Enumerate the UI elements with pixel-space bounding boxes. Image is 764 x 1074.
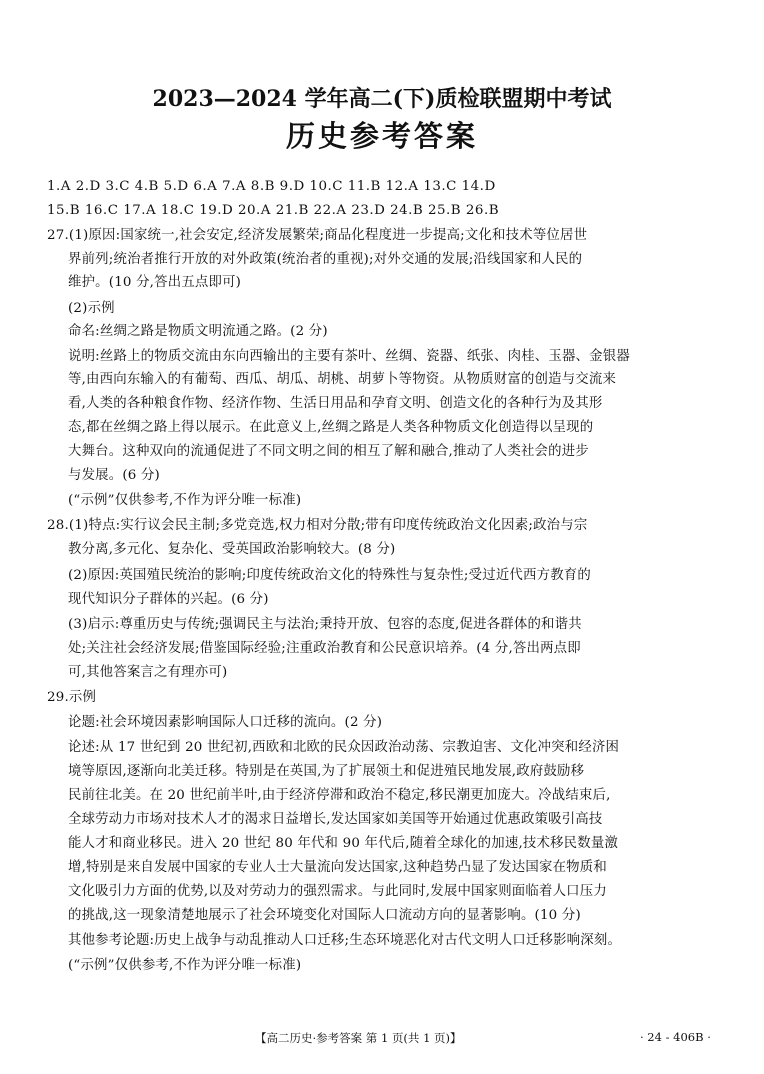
q27-line-9: 态,都在丝绸之路上得以展示。在此意义上,丝绸之路是人类各种物质文化创造得以呈现的: [68, 420, 594, 435]
page-footer-center: 【高二历史·参考答案 第 1 页(共 1 页)】: [255, 1031, 462, 1045]
q29-line-2: 论题:社会环境因素影响国际人口迁移的流向。(2 分): [68, 715, 383, 730]
q27-line-8: 看,人类的各种粮食作物、经济作物、生活日用品和孕育文明、创造文化的各种行为及其形: [68, 396, 603, 411]
q29-line-9: 文化吸引力方面的优势,以及对劳动力的强烈需求。与此同时,发展中国家则面临着人口压力: [68, 884, 607, 899]
q27-line-5: 命名:丝绸之路是物质文明流通之路。(2 分): [68, 324, 328, 339]
q27-line-2: 界前列;统治者推行开放的对外政策(统治者的重视);对外交通的发展;沿线国家和人民的: [68, 252, 583, 267]
answer-row-1: 1.A 2.D 3.C 4.B 5.D 6.A 7.A 8.B 9.D 10.C 11.B 12.A 13.C 14.D: [47, 179, 496, 194]
q29-line-5: 民前往北美。在 20 世纪前半叶,由于经济停滞和政治不稳定,移民潮更加庞大。冷战结束后,: [68, 788, 611, 803]
q27-line-3: 维护。(10 分,答出五点即可): [68, 275, 242, 290]
q28-line-1: 28.(1)特点:实行议会民主制;多党竞选,权力相对分散;带有印度传统政治文化因素;政治与宗: [47, 518, 588, 533]
q29-line-8: 增,特别是来自发展中国家的专业人士大量流向发达国家,这种趋势凸显了发达国家在物质和: [68, 860, 607, 875]
q28-line-3: (2)原因:英国殖民统治的影响;印度传统政治文化的特殊性与复杂性;受过近代西方教育的: [68, 568, 591, 583]
q27-line-11: 与发展。(6 分): [68, 468, 160, 483]
q29-line-11: 其他参考论题:历史上战争与动乱推动人口迁移;生态环境恶化对古代文明人口迁移影响深刻。: [68, 933, 622, 948]
q29-line-10: 的挑战,这一现象清楚地展示了社会环境变化对国际人口流动方向的显著影响。(10 分): [68, 908, 581, 923]
q28-line-2: 教分离,多元化、复杂化、受英国政治影响较大。(8 分): [68, 542, 396, 557]
q28-line-6: 处;关注社会经济发展;借鉴国际经验;注重政治教育和公民意识培养。(4 分,答出两点即: [68, 641, 581, 656]
q29-line-6: 全球劳动力市场对技术人才的渴求日益增长,发达国家如美国等开始通过优惠政策吸引高技: [68, 812, 603, 827]
q27-line-6: 说明:丝路上的物质交流由东向西输出的主要有茶叶、丝绸、瓷器、纸张、肉桂、玉器、金银器: [68, 349, 630, 364]
q27-line-1: 27.(1)原因:国家统一,社会安定,经济发展繁荣;商品化程度进一步提高;文化和技术等位居世: [47, 228, 588, 243]
q29-line-12: (“示例”仅供参考,不作为评分唯一标准): [68, 958, 302, 973]
q29-line-7: 能人才和商业移民。进入 20 世纪 80 年代和 90 年代后,随着全球化的加速,技术移民数量激: [68, 836, 619, 851]
q29-line-1: 29.示例: [47, 690, 97, 705]
q28-line-5: (3)启示:尊重历史与传统;强调民主与法治;秉持开放、包容的态度,促进各群体的和谐共: [68, 617, 582, 632]
q27-line-12: (“示例”仅供参考,不作为评分唯一标准): [68, 493, 302, 508]
answer-row-2: 15.B 16.C 17.A 18.C 19.D 20.A 21.B 22.A 23.D 24.B 25.B 26.B: [47, 203, 500, 218]
answer-key-title: 历史参考答案: [285, 119, 478, 153]
page-footer-code: · 24 - 406B ·: [640, 1030, 711, 1044]
q29-line-4: 境等原因,逐渐向北美迁移。特别是在英国,为了扩展领土和促进殖民地发展,政府鼓励移: [68, 764, 585, 779]
q28-line-4: 现代知识分子群体的兴起。(6 分): [68, 592, 269, 607]
q29-line-3: 论述:从 17 世纪到 20 世纪初,西欧和北欧的民众因政治动荡、宗教迫害、文化冲突和经济困: [68, 740, 620, 755]
q28-line-7: 可,其他答案言之有理亦可): [68, 665, 228, 680]
q27-line-4: (2)示例: [68, 301, 115, 316]
q27-line-7: 等,由西向东输入的有葡萄、西瓜、胡瓜、胡桃、胡萝卜等物资。从物质财富的创造与交流来: [68, 372, 617, 387]
exam-title: 2023—2024 学年高二(下)质检联盟期中考试: [152, 86, 612, 112]
q27-line-10: 大舞台。这种双向的流通促进了不同文明之间的相互了解和融合,推动了人类社会的进步: [68, 444, 589, 459]
